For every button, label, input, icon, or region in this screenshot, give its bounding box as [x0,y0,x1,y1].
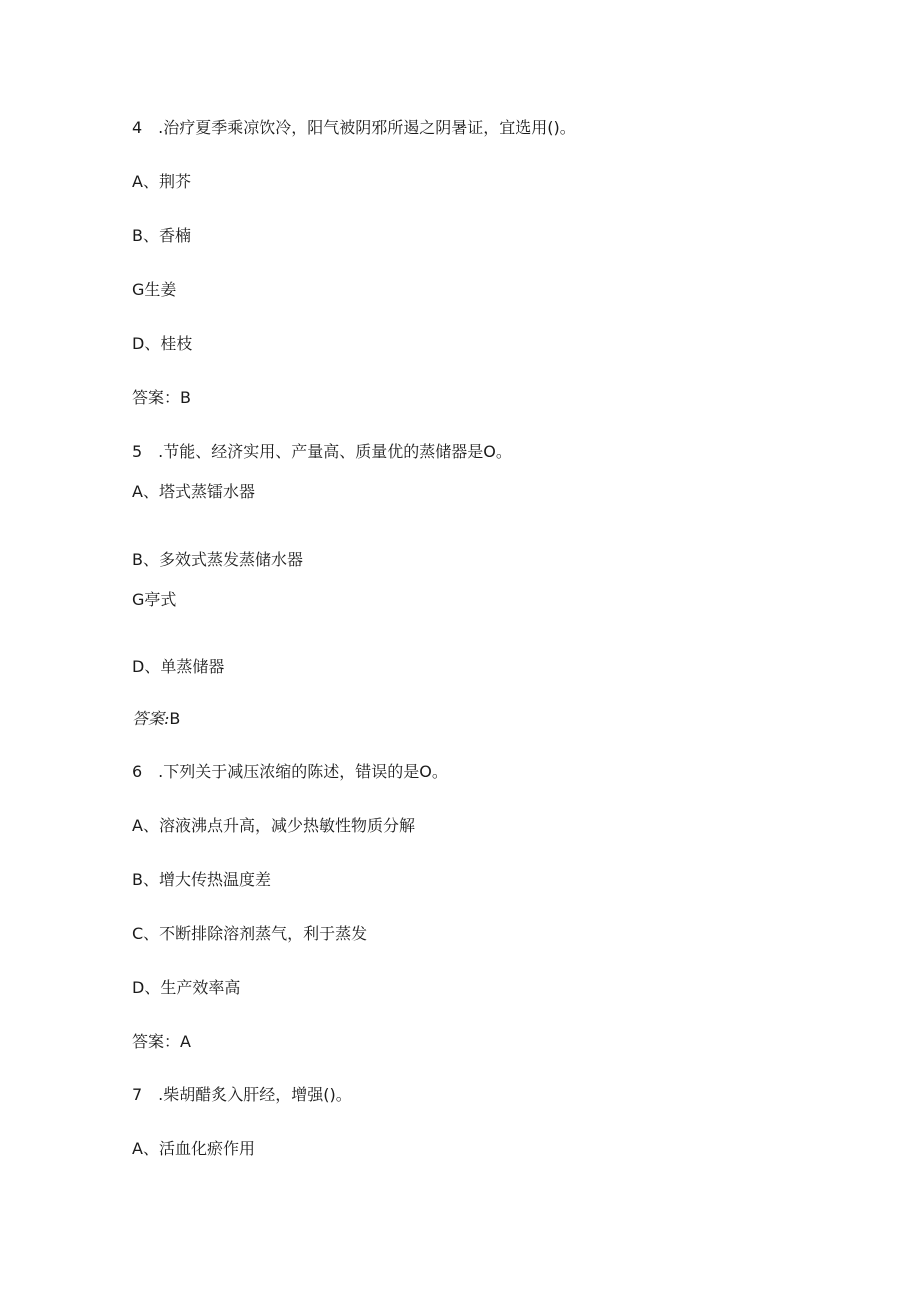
question-5-stem: 5 .节能、经济实用、产量高、质量优的蒸储器是O。 [132,442,512,461]
question-5-answer-prefix: 答案: [132,709,170,728]
question-6-option-a: A、溶液沸点升高，减少热敏性物质分解 [132,816,415,835]
question-4-stem: 4 .治疗夏季乘凉饮冷，阳气被阴邪所遏之阴暑证，宜选用()。 [132,118,576,137]
question-6-option-d: D、生产效率高 [132,978,241,997]
question-4-option-d: D、桂枝 [132,334,193,353]
question-7-stem: 7 .柴胡醋炙入肝经，增强()。 [132,1085,352,1104]
question-6-option-c: C、不断排除溶剂蒸气，利于蒸发 [132,924,368,943]
question-4-answer: 答案：B [132,388,191,407]
question-5-option-c: G亭式 [132,590,177,609]
question-5-answer-value: B [169,709,181,728]
question-7-option-a: A、活血化瘀作用 [132,1139,255,1158]
question-6-stem: 6 .下列关于减压浓缩的陈述，错误的是O。 [132,762,448,781]
question-5-answer [132,709,180,729]
question-5-option-d: D、单蒸储器 [132,657,225,676]
question-5-option-a: A、塔式蒸镭水器 [132,482,255,501]
question-4-option-b: B、香楠 [132,226,191,245]
question-4-option-a: A、荆芥 [132,172,191,191]
question-6-answer: 答案：A [132,1032,191,1051]
question-6-option-b: B、增大传热温度差 [132,870,271,889]
question-4-option-c: G生姜 [132,280,177,299]
question-5-option-b: B、多效式蒸发蒸储水器 [132,550,303,569]
